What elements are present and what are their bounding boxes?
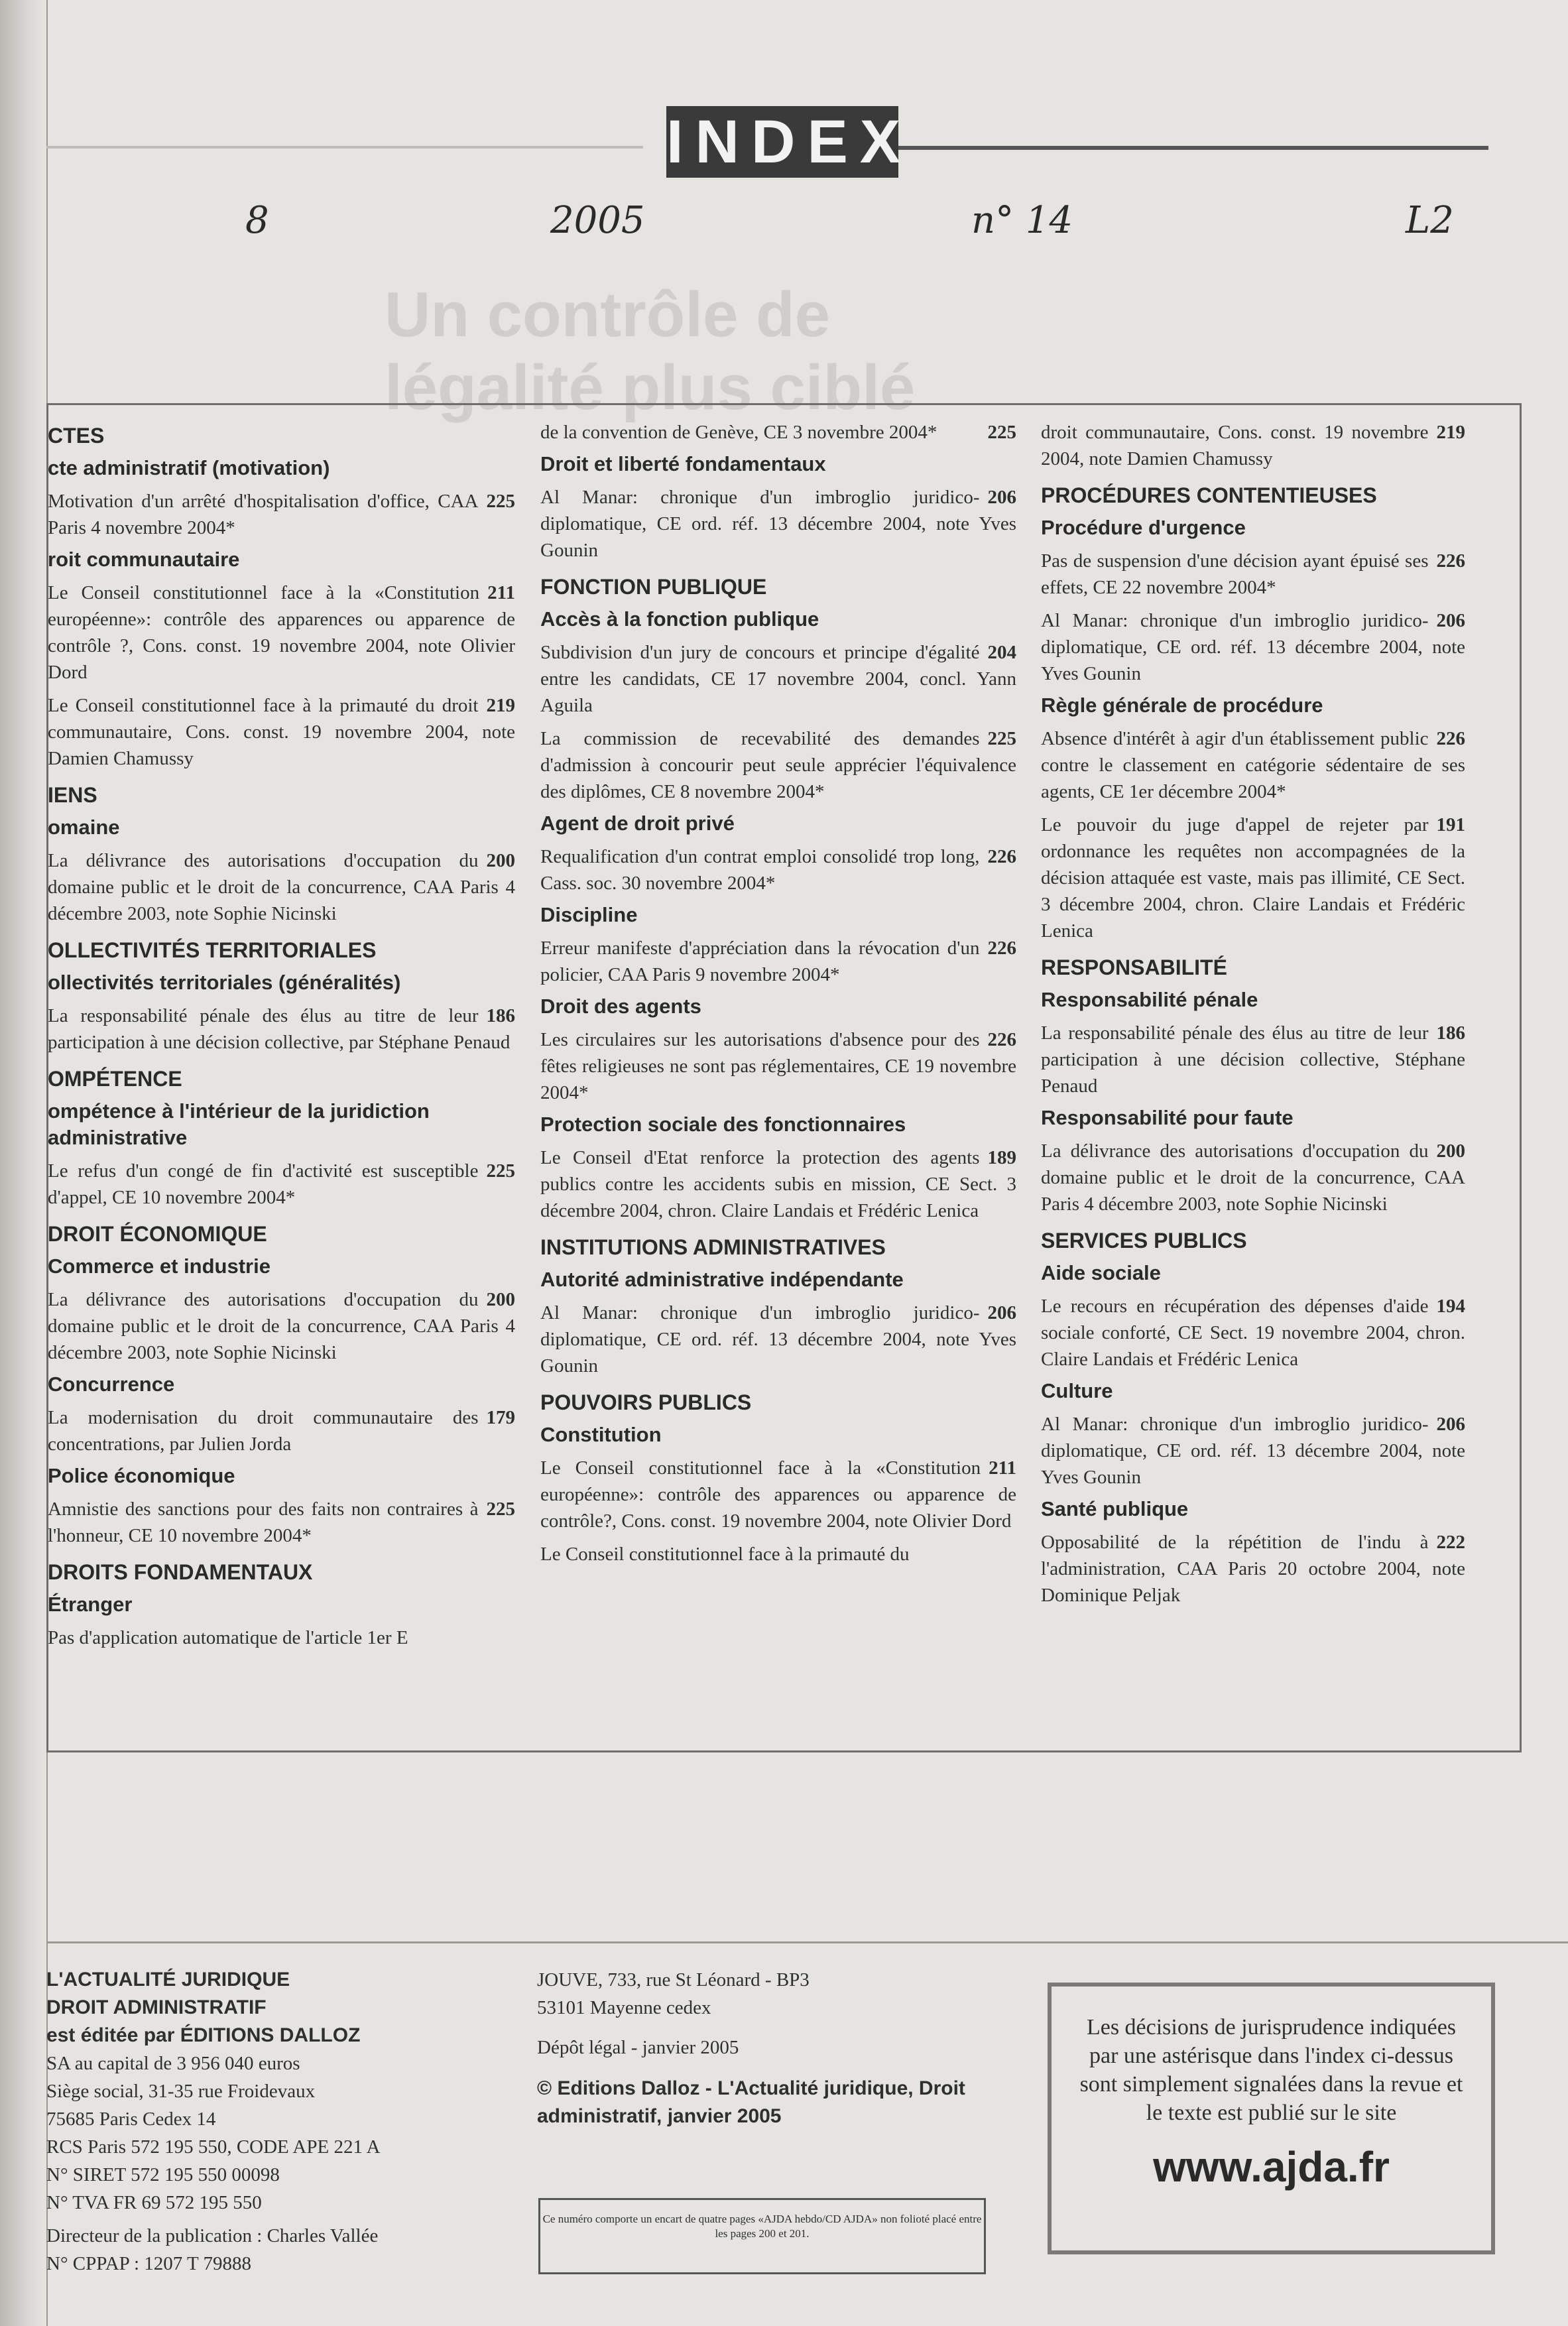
index-entry (48, 1496, 515, 1549)
entry-text: Le recours en récupération des dépenses d'aide sociale conforté, CE Sect. 19 novembre 2004, chron. Claire Landais et Frédéric Lenica (1041, 1296, 1465, 1370)
page-binding-edge (0, 0, 48, 2326)
printer-city: 53101 Mayenne cedex (537, 1997, 711, 2018)
legal-deposit: Dépôt légal - janvier 2005 (537, 2037, 739, 2058)
publisher-line: 75685 Paris Cedex 14 (46, 2109, 216, 2130)
entry-text: La responsabilité pénale des élus au titre de leur participation à une décision collective, Stéphane Penaud (1041, 1022, 1465, 1097)
index-section-heading: FONCTION PUBLIQUE (540, 575, 767, 599)
page-number: 225 (486, 491, 515, 512)
index-subheading: cte administratif (motivation) (48, 456, 330, 479)
index-subheading: Procédure d'urgence (1041, 516, 1246, 539)
page-number: 206 (987, 487, 1016, 508)
entry-text: Al Manar: chronique d'un imbroglio juridico-diplomatique, CE ord. réf. 13 décembre 2004, note Yves Gounin (540, 1302, 1016, 1377)
entry-text: Amnistie des sanctions pour des faits non contraires à l'honneur, CE 10 novembre 2004* (48, 1499, 479, 1546)
index-subheading: Responsabilité pour faute (1041, 1106, 1294, 1129)
index-subheading: omaine (48, 816, 120, 839)
entry-text: La modernisation du droit communautaire des concentrations, par Julien Jorda (48, 1407, 479, 1455)
index-entry (540, 1541, 1016, 1567)
publisher-line: N° SIRET 572 195 550 00098 (46, 2164, 280, 2185)
handwritten-note-issue: n° 14 (971, 199, 1073, 242)
index-entry (1041, 548, 1465, 601)
page-number: 219 (1436, 422, 1465, 443)
index-entry (1041, 1138, 1465, 1217)
entry-text: Le Conseil constitutionnel face à la «Constitution européenne»: contrôle des apparences ou apparence de contrôle?, Cons. const. 19 novembre 2004, note Olivier Dord (540, 1457, 1016, 1532)
page-number: 206 (1436, 610, 1465, 631)
index-entry (48, 847, 515, 927)
journal-title: L'ACTUALITÉ JURIDIQUE (46, 1969, 290, 1990)
index-column-3 (1041, 412, 1465, 1609)
entry-text: Absence d'intérêt à agir d'un établissement public contre le classement en catégorie sédentaire de ses agents, CE 1er décembre 2004* (1041, 728, 1465, 802)
index-entry (1041, 725, 1465, 805)
index-subheading: Agent de droit privé (540, 812, 735, 835)
page-number: 226 (1436, 728, 1465, 749)
index-entry (1041, 419, 1465, 472)
entry-text: Pas de suspension d'une décision ayant épuisé ses effets, CE 22 novembre 2004* (1041, 550, 1429, 598)
index-entry (48, 1404, 515, 1457)
index-entry (540, 935, 1016, 988)
index-entry (48, 692, 515, 772)
publisher-line: SA au capital de 3 956 040 euros (46, 2053, 300, 2074)
footer-rule (46, 1941, 1568, 1943)
index-subheading: Discipline (540, 903, 638, 926)
index-subheading: Étranger (48, 1593, 133, 1616)
page-number: 200 (486, 1289, 515, 1310)
copyright-notice: © Editions Dalloz - L'Actualité juridique, Droit administratif, janvier 2005 (537, 2077, 965, 2127)
index-entry (540, 1300, 1016, 1379)
page-number: 225 (486, 1160, 515, 1182)
index-entry (1041, 812, 1465, 944)
index-title: INDEX (666, 106, 898, 178)
entry-text: Le refus d'un congé de fin d'activité est susceptible d'appel, CE 10 novembre 2004* (48, 1160, 479, 1208)
index-entry (48, 1158, 515, 1211)
entry-text: Pas d'application automatique de l'article 1er E (48, 1627, 408, 1648)
page-number: 222 (1436, 1532, 1465, 1553)
page-number: 200 (1436, 1140, 1465, 1162)
entry-text: Subdivision d'un jury de concours et principe d'égalité entre les candidats, CE 17 novembre 2004, concl. Yann Aguila (540, 642, 1016, 716)
index-subheading: Constitution (540, 1423, 662, 1446)
insert-note-box: Ce numéro comporte un encart de quatre pages «AJDA hebdo/CD AJDA» non folioté placé entre les pages 200 et 201. (538, 2198, 986, 2274)
journal-subtitle: DROIT ADMINISTRATIF (46, 1996, 267, 2018)
index-entry (540, 419, 1016, 446)
entry-text: La délivrance des autorisations d'occupation du domaine public et le droit de la concurrence, CAA Paris 4 décembre 2003, note Sophie Nicinski (48, 850, 515, 924)
index-entry (540, 1144, 1016, 1224)
index-section-heading: DROIT ÉCONOMIQUE (48, 1222, 267, 1246)
page-number: 225 (987, 422, 1016, 443)
index-section-heading: INSTITUTIONS ADMINISTRATIVES (540, 1235, 886, 1259)
bleed-through-text: Un contrôle de légalité plus ciblé (385, 279, 916, 423)
publisher-line: Siège social, 31-35 rue Froidevaux (46, 2081, 316, 2102)
index-subheading: ompétence à l'intérieur de la juridiction administrative (48, 1099, 430, 1149)
index-entry (540, 484, 1016, 564)
index-subheading: Accès à la fonction publique (540, 607, 819, 631)
page-number: 226 (987, 846, 1016, 867)
page-number: 204 (987, 642, 1016, 663)
index-entry (48, 1286, 515, 1366)
entry-text: droit communautaire, Cons. const. 19 novembre 2004, note Damien Chamussy (1041, 422, 1429, 469)
entry-text: La commission de recevabilité des demandes d'admission à concourir peut seule apprécier l'équivalence des diplômes, CE 8 novembre 2004* (540, 728, 1016, 802)
page-number: 179 (486, 1407, 515, 1428)
handwritten-note-year: 2005 (550, 199, 645, 242)
entry-text: Al Manar: chronique d'un imbroglio juridico-diplomatique, CE ord. réf. 13 décembre 2004, note Yves Gounin (1041, 1414, 1465, 1488)
entry-text: Opposabilité de la répétition de l'indu à l'administration, CAA Paris 20 octobre 2004, note Dominique Peljak (1041, 1532, 1465, 1606)
entry-text: La délivrance des autorisations d'occupation du domaine public et le droit de la concurrence, CAA Paris 4 décembre 2003, note Sophie Nicinski (48, 1289, 515, 1363)
index-column-1 (48, 412, 515, 1651)
publication-director: Directeur de la publication : Charles Vallée (46, 2225, 379, 2246)
index-entry (1041, 1529, 1465, 1609)
index-subheading: roit communautaire (48, 548, 240, 571)
entry-text: Le Conseil d'Etat renforce la protection des agents publics contre les accidents subis en mission, CE Sect. 3 décembre 2004, chron. Claire Landais et Frédéric Lenica (540, 1147, 1016, 1221)
publisher-line: RCS Paris 572 195 550, CODE APE 221 A (46, 2136, 381, 2158)
publisher-name: est éditée par ÉDITIONS DALLOZ (46, 2024, 361, 2046)
page-number: 191 (1436, 814, 1465, 835)
entry-text: Erreur manifeste d'appréciation dans la révocation d'un policier, CAA Paris 9 novembre 2004* (540, 938, 980, 985)
asterisk-notice-text: Les décisions de jurisprudence indiquées par une astérisque dans l'index ci-dessus sont simplement signalées dans la revue et le texte est publié sur le site (1079, 2015, 1463, 2125)
index-entry (540, 1455, 1016, 1534)
publisher-info (46, 1966, 497, 2278)
entry-text: Le Conseil constitutionnel face à la primauté du droit communautaire, Cons. const. 19 novembre 2004, note Damien Chamussy (48, 695, 515, 769)
page-number: 211 (989, 1457, 1016, 1479)
index-subheading: Aide sociale (1041, 1261, 1161, 1284)
cppap-number: N° CPPAP : 1207 T 79888 (46, 2253, 251, 2274)
index-subheading: Règle générale de procédure (1041, 694, 1323, 717)
index-subheading: Autorité administrative indépendante (540, 1268, 904, 1291)
index-column-2 (540, 412, 1016, 1567)
index-subheading: Responsabilité pénale (1041, 988, 1258, 1011)
page-number: 194 (1436, 1296, 1465, 1317)
index-section-heading: RESPONSABILITÉ (1041, 955, 1227, 979)
page-number: 226 (987, 938, 1016, 959)
index-subheading: ollectivités territoriales (généralités) (48, 971, 401, 994)
asterisk-notice-box (1048, 1983, 1495, 2254)
page-number: 225 (987, 728, 1016, 749)
index-subheading: Droit et liberté fondamentaux (540, 452, 826, 475)
printer-info (537, 1966, 1014, 2130)
index-subheading: Concurrence (48, 1373, 175, 1396)
index-entry (1041, 607, 1465, 687)
index-section-heading: CTES (48, 424, 105, 448)
index-subheading: Police économique (48, 1464, 235, 1487)
index-entry (540, 725, 1016, 805)
index-section-heading: OMPÉTENCE (48, 1067, 182, 1091)
index-section-heading: IENS (48, 783, 97, 807)
entry-text: Le Conseil constitutionnel face à la primauté du (540, 1544, 910, 1565)
index-entry (48, 580, 515, 686)
entry-text: Le pouvoir du juge d'appel de rejeter par ordonnance les requêtes non accompagnées de la décision attaquée est vaste, mais pas illimité, CE Sect. 3 décembre 2004, chron. Claire Landais et Frédéric Lenica (1041, 814, 1465, 942)
index-subheading: Droit des agents (540, 995, 701, 1018)
handwritten-note-volume: 8 (245, 199, 269, 242)
page-number: 225 (486, 1499, 515, 1520)
index-entry (48, 488, 515, 541)
index-entry (540, 639, 1016, 719)
index-entry (540, 1026, 1016, 1106)
index-subheading: Culture (1041, 1379, 1113, 1402)
printer-address: JOUVE, 733, rue St Léonard - BP3 (537, 1969, 810, 1990)
entry-text: de la convention de Genève, CE 3 novembre 2004* (540, 422, 937, 443)
entry-text: La délivrance des autorisations d'occupation du domaine public et le droit de la concurrence, CAA Paris 4 décembre 2003, note Sophie Nicinski (1041, 1140, 1465, 1215)
page-number: 186 (486, 1005, 515, 1026)
index-entry (1041, 1411, 1465, 1491)
entry-text: Le Conseil constitutionnel face à la «Constitution européenne»: contrôle des apparences ou apparence de contrôle ?, Cons. const. 19 novembre 2004, note Olivier Dord (48, 582, 515, 683)
entry-text: Al Manar: chronique d'un imbroglio juridico-diplomatique, CE ord. réf. 13 décembre 2004, note Yves Gounin (540, 487, 1016, 561)
publisher-line: N° TVA FR 69 572 195 550 (46, 2192, 262, 2213)
index-section-heading: PROCÉDURES CONTENTIEUSES (1041, 483, 1377, 507)
page-number: 200 (486, 850, 515, 871)
index-entry (540, 843, 1016, 896)
index-section-heading: POUVOIRS PUBLICS (540, 1390, 752, 1414)
page-number: 206 (987, 1302, 1016, 1323)
page-number: 226 (1436, 550, 1465, 572)
page-number: 186 (1436, 1022, 1465, 1044)
page-number: 226 (987, 1029, 1016, 1050)
website-url: www.ajda.fr (1153, 2143, 1390, 2191)
index-entry (1041, 1293, 1465, 1373)
entry-text: Les circulaires sur les autorisations d'absence pour des fêtes religieuses ne sont pas réglementaires, CE 19 novembre 2004* (540, 1029, 1016, 1103)
header-rule-left (46, 146, 643, 149)
entry-text: Motivation d'un arrêté d'hospitalisation d'office, CAA Paris 4 novembre 2004* (48, 491, 479, 538)
handwritten-note-code: L2 (1406, 199, 1454, 242)
index-section-heading: DROITS FONDAMENTAUX (48, 1560, 313, 1584)
index-entry (48, 1624, 515, 1651)
index-subheading: Commerce et industrie (48, 1255, 271, 1278)
page-number: 219 (486, 695, 515, 716)
index-subheading: Protection sociale des fonctionnaires (540, 1113, 906, 1136)
index-subheading: Santé publique (1041, 1497, 1189, 1520)
entry-text: Al Manar: chronique d'un imbroglio juridico-diplomatique, CE ord. réf. 13 décembre 2004, note Yves Gounin (1041, 610, 1465, 684)
index-entry (1041, 1020, 1465, 1099)
page-number: 189 (987, 1147, 1016, 1168)
index-section-heading: OLLECTIVITÉS TERRITORIALES (48, 938, 377, 962)
page-number: 206 (1436, 1414, 1465, 1435)
index-section-heading: SERVICES PUBLICS (1041, 1229, 1247, 1253)
page-number: 211 (487, 582, 515, 603)
entry-text: Requalification d'un contrat emploi consolidé trop long, Cass. soc. 30 novembre 2004* (540, 846, 980, 894)
entry-text: La responsabilité pénale des élus au titre de leur participation à une décision collective, par Stéphane Penaud (48, 1005, 511, 1053)
index-entry (48, 1003, 515, 1056)
